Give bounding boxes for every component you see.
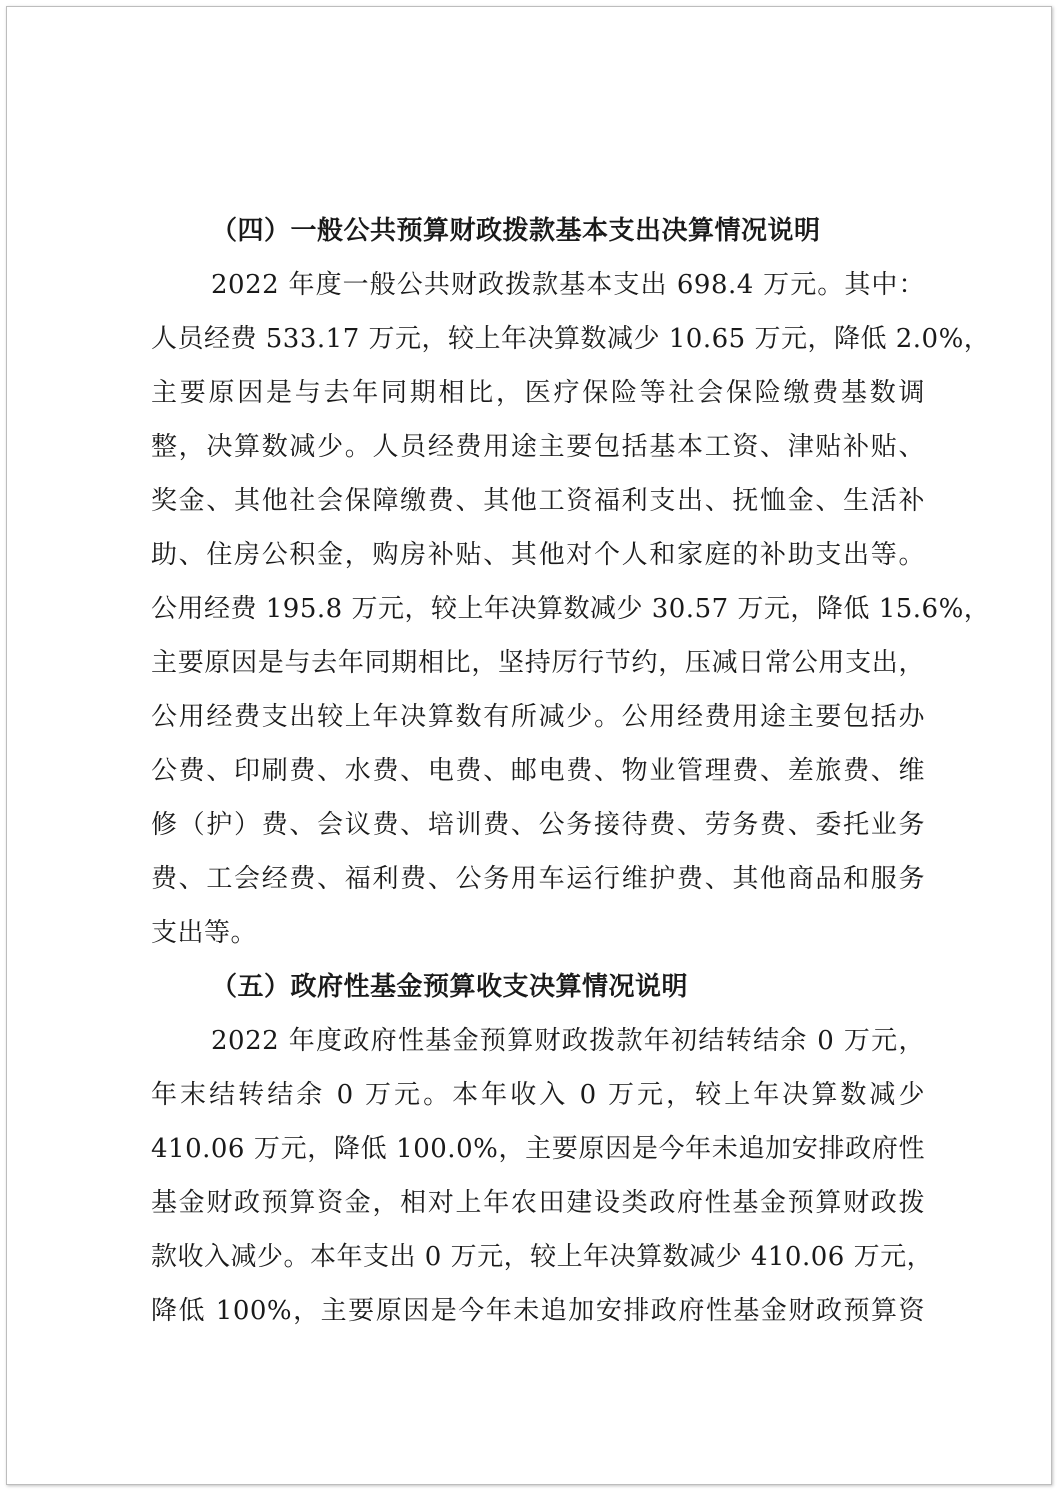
- paragraph-line: 公用经费 195.8 万元，较上年决算数减少 30.57 万元，降低 15.6%，: [151, 594, 991, 624]
- paragraph-line: 费、工会经费、福利费、公务用车运行维护费、其他商品和服务: [151, 864, 925, 894]
- paragraph-line: 公用经费支出较上年决算数有所减少。公用经费用途主要包括办: [151, 702, 925, 732]
- paragraph-line: 主要原因是与去年同期相比，坚持厉行节约，压减日常公用支出，: [151, 648, 925, 678]
- paragraph-line: 降低 100%，主要原因是今年未追加安排政府性基金财政预算资: [151, 1296, 925, 1326]
- paragraph-line: 整，决算数减少。人员经费用途主要包括基本工资、津贴补贴、: [151, 432, 925, 462]
- paragraph-line: 2022 年度一般公共财政拨款基本支出 698.4 万元。其中：: [211, 270, 925, 300]
- paragraph-line: 年末结转结余 0 万元。本年收入 0 万元，较上年决算数减少: [151, 1080, 925, 1110]
- document-page: [6, 6, 1052, 1485]
- document-body: [151, 204, 991, 1338]
- paragraph-line: 公费、印刷费、水费、电费、邮电费、物业管理费、差旅费、维: [151, 756, 925, 786]
- paragraph-line: 主要原因是与去年同期相比，医疗保险等社会保险缴费基数调: [151, 378, 925, 408]
- paragraph-line-last: 支出等。: [151, 918, 258, 948]
- paragraph-line: 2022 年度政府性基金预算财政拨款年初结转结余 0 万元，: [211, 1026, 925, 1056]
- paragraph-line: 款收入减少。本年支出 0 万元，较上年决算数减少 410.06 万元，: [151, 1242, 934, 1272]
- paragraph-line: 奖金、其他社会保障缴费、其他工资福利支出、抚恤金、生活补: [151, 486, 925, 516]
- section-heading-5: （五）政府性基金预算收支决算情况说明: [211, 972, 689, 1002]
- section-heading-4: （四）一般公共预算财政拨款基本支出决算情况说明: [211, 216, 821, 246]
- paragraph-line: 410.06 万元，降低 100.0%，主要原因是今年未追加安排政府性: [151, 1134, 925, 1164]
- paragraph-line: 人员经费 533.17 万元，较上年决算数减少 10.65 万元，降低 2.0%，: [151, 324, 991, 354]
- paragraph-line: 基金财政预算资金，相对上年农田建设类政府性基金预算财政拨: [151, 1188, 925, 1218]
- paragraph-line: 助、住房公积金，购房补贴、其他对个人和家庭的补助支出等。: [151, 540, 925, 570]
- paragraph-line: 修（护）费、会议费、培训费、公务接待费、劳务费、委托业务: [151, 810, 925, 840]
